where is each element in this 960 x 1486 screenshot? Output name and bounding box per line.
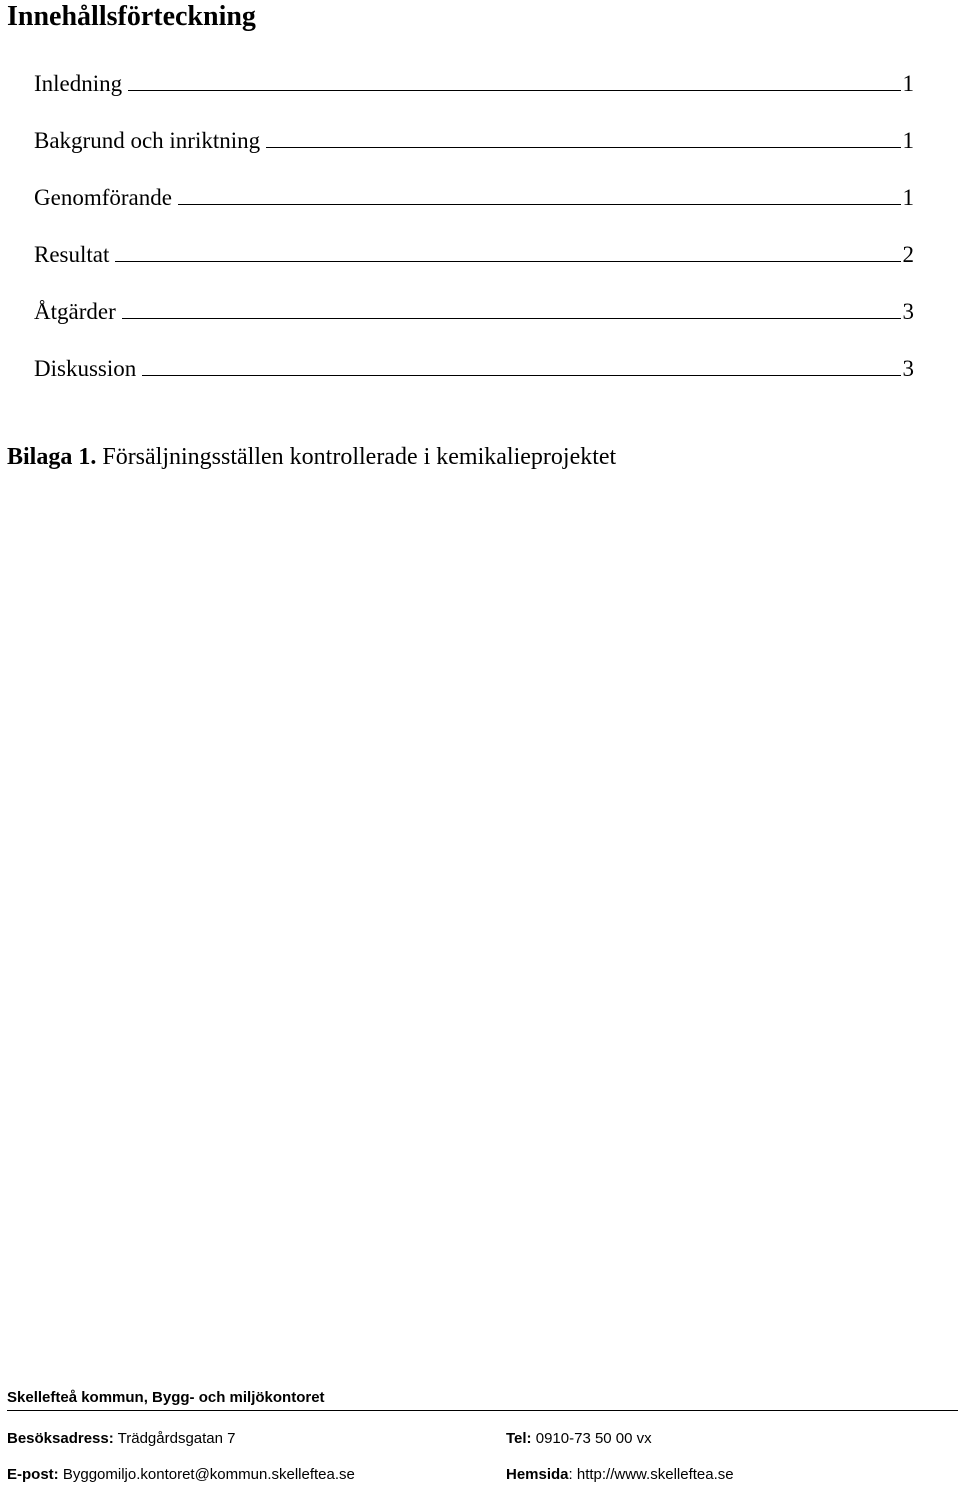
toc-title: Innehållsförteckning xyxy=(7,1,256,32)
toc-leader xyxy=(122,300,901,319)
footer-web-label: Hemsida xyxy=(506,1466,569,1483)
toc-entry-genomforande[interactable] xyxy=(34,184,914,212)
page-footer xyxy=(7,1388,960,1485)
toc-entry-label: Resultat xyxy=(34,242,110,267)
toc-entry-label: Bakgrund och inriktning xyxy=(34,128,261,153)
toc-leader xyxy=(128,72,900,91)
toc-entry-page: 1 xyxy=(902,185,914,210)
toc-entry-page: 3 xyxy=(902,299,914,324)
toc-entry-diskussion[interactable] xyxy=(34,355,914,383)
toc-entry-inledning[interactable] xyxy=(34,70,914,98)
appendix-label: Bilaga 1. xyxy=(7,444,97,470)
footer-phone xyxy=(506,1429,652,1449)
appendix-text: Försäljningsställen kontrollerade i kemikalieprojektet xyxy=(102,444,617,470)
toc-entry-atgarder[interactable] xyxy=(34,298,914,326)
toc-entry-label: Inledning xyxy=(34,71,123,96)
footer-phone-label: Tel: xyxy=(506,1430,532,1447)
toc-leader xyxy=(115,243,900,262)
toc-entry-page: 2 xyxy=(902,242,914,267)
footer-email[interactable] xyxy=(7,1465,355,1485)
footer-email-value[interactable]: Byggomiljo.kontoret@kommun.skelleftea.se xyxy=(62,1466,355,1483)
toc-entry-bakgrund[interactable] xyxy=(34,127,914,155)
toc-entry-page: 1 xyxy=(902,71,914,96)
footer-phone-value: 0910-73 50 00 vx xyxy=(535,1430,652,1447)
footer-divider xyxy=(7,1410,958,1411)
toc-leader xyxy=(142,357,900,376)
footer-organization: Skellefteå kommun, Bygg- och miljökontoret xyxy=(7,1389,325,1406)
footer-visit-address xyxy=(7,1429,236,1449)
toc-leader xyxy=(266,129,900,148)
footer-email-label: E-post: xyxy=(7,1466,59,1483)
toc-entry-label: Diskussion xyxy=(34,356,137,381)
toc-entry-label: Åtgärder xyxy=(34,299,116,324)
toc-entry-page: 1 xyxy=(902,128,914,153)
footer-row-address xyxy=(7,1429,960,1449)
footer-website[interactable] xyxy=(506,1465,734,1485)
toc-entry-label: Genomförande xyxy=(34,185,172,210)
toc-entry-page: 3 xyxy=(902,356,914,381)
footer-web-value[interactable]: : http://www.skelleftea.se xyxy=(568,1466,734,1483)
appendix-heading xyxy=(7,442,616,472)
footer-row-contact xyxy=(7,1465,960,1485)
toc-leader xyxy=(178,186,901,205)
toc-entry-resultat[interactable] xyxy=(34,241,914,269)
footer-visit-value: Trädgårdsgatan 7 xyxy=(117,1430,236,1447)
footer-visit-label: Besöksadress: xyxy=(7,1430,114,1447)
